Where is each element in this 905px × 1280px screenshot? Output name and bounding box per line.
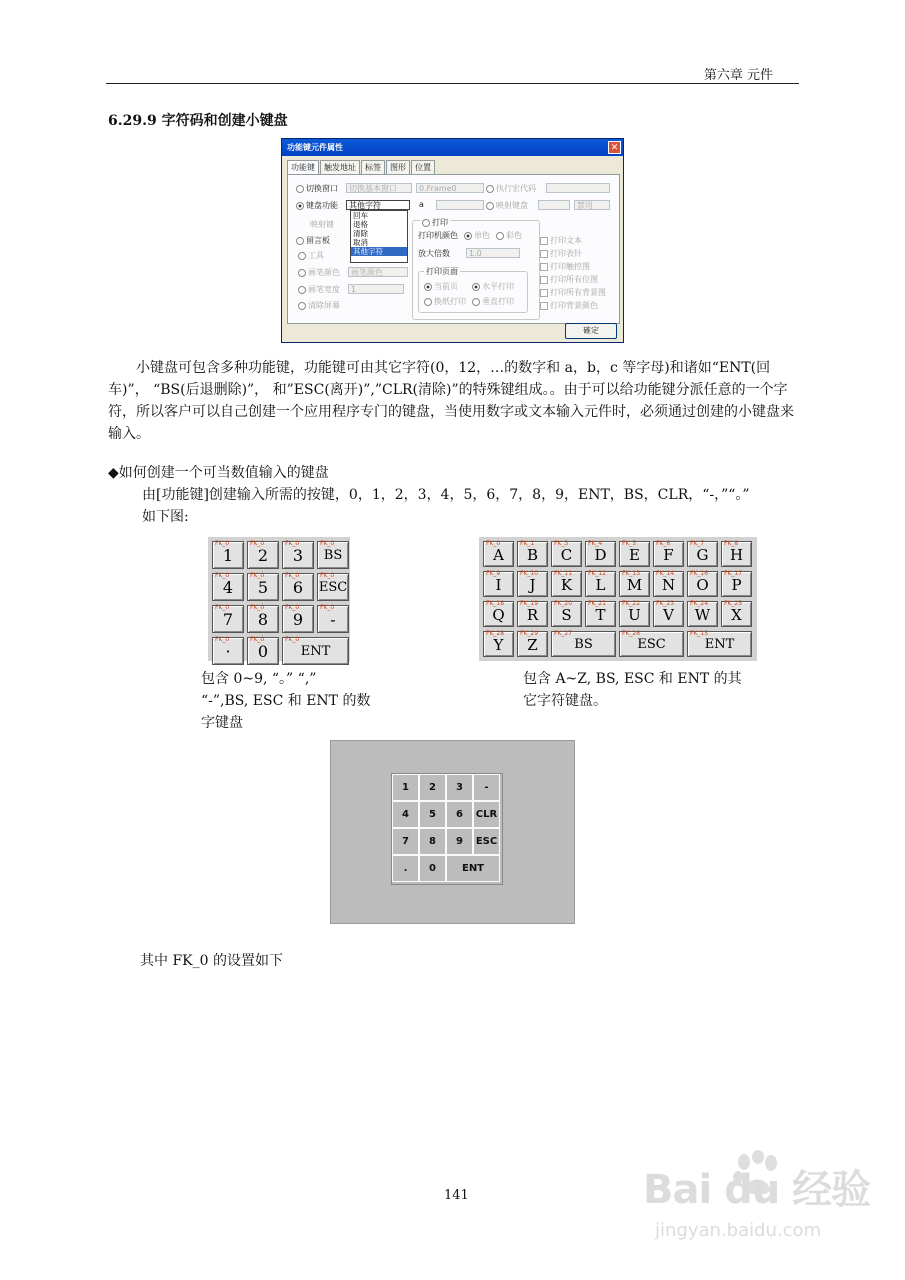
radio-current-page[interactable]: 当前页: [424, 281, 458, 292]
preview-key[interactable]: 8: [419, 828, 446, 855]
key-tag: FK_0: [320, 572, 335, 579]
tab-position[interactable]: 位置: [411, 160, 435, 174]
key-label: 4: [222, 578, 234, 597]
alphapad-key[interactable]: [551, 601, 582, 627]
key-label: BS: [323, 548, 343, 563]
alphapad-key[interactable]: [585, 601, 616, 627]
alphapad-key[interactable]: [517, 601, 548, 627]
map-keyboard-select[interactable]: [538, 200, 570, 210]
key-tag: FK_28: [486, 630, 505, 637]
key-label: C: [560, 546, 573, 564]
radio-icon: [422, 219, 430, 227]
numpad-key[interactable]: [212, 541, 244, 569]
key-label: 8: [257, 610, 269, 629]
radio-message-board[interactable]: 留言板: [296, 235, 330, 246]
numpad-key[interactable]: [212, 573, 244, 601]
key-label: S: [561, 606, 572, 624]
radio-clear-screen[interactable]: 清除屏幕: [298, 300, 340, 311]
key-tag: FK_13: [622, 570, 641, 577]
checkbox-icon: [540, 289, 548, 297]
key-label: ENT: [300, 644, 331, 659]
key-label: K: [560, 576, 573, 594]
numpad-key[interactable]: [317, 605, 349, 633]
alphapad-key[interactable]: [653, 601, 684, 627]
numpad-key[interactable]: [247, 541, 279, 569]
key-tag: FK_0: [285, 604, 300, 611]
key-label: ESC: [318, 580, 348, 595]
numpad-key[interactable]: [247, 637, 279, 665]
alphapad-key[interactable]: [687, 541, 718, 567]
key-function-listbox[interactable]: [350, 210, 408, 263]
preview-key[interactable]: CLR: [473, 801, 500, 828]
preview-key[interactable]: 0: [419, 855, 446, 882]
caption-line: 字键盘: [201, 715, 243, 731]
list-item[interactable]: 退格: [353, 220, 368, 229]
key-label: V: [663, 606, 674, 624]
alphapad-key[interactable]: [687, 631, 752, 657]
key-tag: FK_0: [250, 540, 265, 547]
caption-alpha: [523, 668, 763, 712]
bullet-body-2: 如下图:: [142, 509, 189, 525]
checkbox-icon: [540, 250, 548, 258]
check-print-bg-color[interactable]: 打印背景颜色: [540, 300, 598, 311]
radio-icon: [486, 202, 494, 210]
tab-function-key[interactable]: 功能键: [287, 160, 319, 174]
key-label: BS: [574, 637, 593, 652]
alphapad-key[interactable]: [653, 571, 684, 597]
ok-button[interactable]: 確定: [565, 323, 617, 339]
key-tag: FK_26: [622, 630, 641, 637]
key-label: T: [595, 606, 606, 624]
tab-label[interactable]: 标签: [361, 160, 385, 174]
key-label: 9: [292, 610, 304, 629]
key-tag: FK_0: [215, 540, 230, 547]
radio-vertical-print[interactable]: 垂直打印: [472, 296, 514, 307]
preview-key[interactable]: 6: [446, 801, 473, 828]
pen-color-select[interactable]: 画笔颜色: [348, 267, 408, 277]
radio-icon: [424, 298, 432, 306]
dialog-title: 功能键元件属性: [287, 143, 343, 152]
caption-line: 它字符键盘。: [523, 693, 607, 709]
preview-key[interactable]: 7: [392, 828, 419, 855]
macro-select[interactable]: [546, 183, 610, 193]
radio-icon: [472, 298, 480, 306]
radio-icon: [472, 283, 480, 291]
key-tag: FK_14: [656, 570, 675, 577]
watermark-brand: Bai du 经验: [643, 1167, 871, 1213]
key-tag: FK_0: [285, 540, 300, 547]
preview-key[interactable]: -: [473, 774, 500, 801]
keyboard-function-select[interactable]: 其他字符: [346, 200, 410, 210]
key-tag: FK_0: [320, 604, 335, 611]
checkbox-icon: [540, 263, 548, 271]
key-label: L: [595, 576, 606, 594]
checkbox-icon: [540, 276, 548, 284]
key-label: O: [696, 576, 709, 594]
key-label: 0: [257, 642, 269, 661]
map-key-label: 映射键: [310, 220, 334, 229]
radio-icon: [298, 269, 306, 277]
numpad-key[interactable]: [282, 573, 314, 601]
key-tag: FK_0: [215, 604, 230, 611]
key-tag: FK_0: [215, 572, 230, 579]
char-value: a: [419, 200, 424, 209]
preview-key[interactable]: 2: [419, 774, 446, 801]
key-label: I: [495, 576, 502, 594]
key-label: J: [529, 576, 536, 594]
preview-key[interactable]: 3: [446, 774, 473, 801]
watermark-url: jingyan.baidu.com: [655, 1220, 822, 1241]
bullet-title: ◆如何创建一个可当数值输入的键盘: [108, 465, 329, 481]
zoom-select[interactable]: 1.0: [466, 248, 520, 258]
numeric-keypad: [208, 537, 350, 661]
radio-icon: [464, 232, 472, 240]
print-page-label: 打印页面: [426, 267, 458, 276]
alphapad-key[interactable]: [517, 541, 548, 567]
check-print-text[interactable]: 打印文本: [540, 235, 582, 246]
alphapad-key[interactable]: [653, 541, 684, 567]
alphapad-key[interactable]: [483, 601, 514, 627]
preview-grid: [391, 773, 503, 885]
radio-tool[interactable]: 工具: [298, 250, 324, 261]
list-item[interactable]: 清除: [353, 229, 368, 238]
key-label: D: [594, 546, 607, 564]
key-label: 1: [222, 546, 234, 565]
key-tag: FK_0: [285, 572, 300, 579]
header-rule: [106, 83, 799, 84]
preview-key[interactable]: ENT: [446, 855, 500, 882]
key-label: H: [729, 546, 744, 564]
bullet-body-1: 由[功能键]创建输入所需的按键，0，1，2，3，4，5，6，7，8，9，ENT，BS，CLR，“-，”“。”: [142, 487, 750, 503]
radio-icon: [424, 283, 432, 291]
alphapad-key[interactable]: [517, 571, 548, 597]
alphapad-key[interactable]: [585, 571, 616, 597]
check-print-touch[interactable]: 打印触控图: [540, 261, 590, 272]
key-tag: FK_0: [320, 540, 335, 547]
alphapad-key[interactable]: [721, 541, 752, 567]
section-title: 6.29.9 字符码和创建小键盘: [108, 113, 288, 129]
preview-key[interactable]: 1: [392, 774, 419, 801]
alphapad-key[interactable]: [619, 601, 650, 627]
alpha-keypad: [479, 537, 757, 661]
key-tag: FK_20: [554, 600, 573, 607]
tab-trigger-address[interactable]: 触发地址: [320, 160, 360, 174]
radio-horizontal-print[interactable]: 水平打印: [472, 281, 514, 292]
key-tag: FK_3: [554, 540, 569, 547]
radio-icon: [298, 286, 306, 294]
key-tag: FK_8: [724, 540, 739, 547]
alphapad-key[interactable]: [687, 601, 718, 627]
key-tag: FK_27: [554, 630, 573, 637]
alphapad-key[interactable]: [483, 541, 514, 567]
preview-key[interactable]: 9: [446, 828, 473, 855]
alphapad-key[interactable]: [687, 571, 718, 597]
radio-mono[interactable]: 单色: [464, 230, 490, 241]
key-tag: FK_22: [622, 600, 641, 607]
key-label: U: [628, 606, 641, 624]
radio-pen-color[interactable]: 画笔颜色: [298, 267, 340, 278]
radio-color[interactable]: 彩色: [496, 230, 522, 241]
key-label: Z: [527, 636, 538, 654]
frame-select[interactable]: 0.Frame0: [416, 183, 484, 193]
caption-line: 包含 0~9, “。” “,”: [201, 671, 317, 687]
alphapad-key[interactable]: [483, 631, 514, 657]
check-print-backgrounds[interactable]: 打印所有背景图: [540, 287, 606, 298]
preview-key[interactable]: 4: [392, 801, 419, 828]
radio-icon: [296, 237, 304, 245]
caption-line: “-”,BS, ESC 和 ENT 的数: [201, 693, 371, 709]
key-label: X: [731, 606, 742, 624]
key-label: Q: [492, 606, 505, 624]
alphapad-key[interactable]: [517, 631, 548, 657]
key-tag: FK_29: [520, 630, 539, 637]
numpad-key[interactable]: [247, 605, 279, 633]
alphapad-key[interactable]: [483, 571, 514, 597]
key-label: F: [663, 546, 674, 564]
key-label: Y: [493, 636, 504, 654]
key-label: G: [696, 546, 709, 564]
numpad-key[interactable]: [317, 573, 349, 601]
alphapad-key[interactable]: [619, 541, 650, 567]
preview-key[interactable]: 5: [419, 801, 446, 828]
page-number: 141: [444, 1188, 469, 1203]
chapter-header: 第六章 元件: [703, 68, 773, 83]
key-label: ·: [225, 642, 231, 661]
key-label: R: [526, 606, 539, 624]
key-tag: FK_18: [486, 600, 505, 607]
key-label: -: [330, 610, 336, 629]
key-label: E: [629, 546, 640, 564]
radio-switch-window[interactable]: 切换窗口: [296, 183, 338, 194]
radio-print[interactable]: 打印: [420, 217, 450, 228]
key-tag: FK_11: [554, 570, 573, 577]
dialog-titlebar: [282, 139, 623, 156]
key-tag: FK_12: [588, 570, 607, 577]
key-label: 2: [257, 546, 269, 565]
key-tag: FK_0: [285, 636, 300, 643]
alphapad-key[interactable]: [551, 631, 616, 657]
key-tag: FK_0: [215, 636, 230, 643]
numpad-key[interactable]: [212, 637, 244, 665]
list-item[interactable]: 取消: [353, 238, 368, 247]
key-tag: FK_24: [690, 600, 709, 607]
preview-key[interactable]: .: [392, 855, 419, 882]
preview-key[interactable]: ESC: [473, 828, 500, 855]
key-tag: FK_4: [588, 540, 603, 547]
radio-map-keyboard[interactable]: 映射键盘: [486, 200, 528, 211]
key-label: W: [694, 606, 711, 624]
numpad-key[interactable]: [212, 605, 244, 633]
footer-text: 其中 FK_0 的设置如下: [140, 953, 283, 969]
alphapad-key[interactable]: [551, 571, 582, 597]
key-label: B: [526, 546, 539, 564]
alphapad-key[interactable]: [721, 571, 752, 597]
key-tag: FK_17: [724, 570, 743, 577]
keypad-preview: [330, 740, 575, 924]
key-tag: FK_25: [724, 600, 743, 607]
radio-macro[interactable]: 执行宏代码: [486, 183, 536, 194]
list-item[interactable]: 回车: [353, 211, 368, 220]
key-tag: FK_1: [520, 540, 535, 547]
radio-icon: [486, 185, 494, 193]
numpad-key[interactable]: [247, 573, 279, 601]
switch-window-select[interactable]: 切换基本窗口: [346, 183, 412, 193]
radio-icon: [296, 185, 304, 193]
key-tag: FK_0: [250, 604, 265, 611]
key-tag: FK_0: [486, 540, 501, 547]
radio-keyboard-function[interactable]: 键盘功能: [296, 200, 338, 211]
intro-paragraph: [108, 357, 800, 445]
key-tag: FK_7: [690, 540, 705, 547]
checkbox-icon: [540, 237, 548, 245]
key-label: 5: [257, 578, 269, 597]
radio-icon: [296, 202, 304, 210]
caption-line: 包含 A~Z, BS, ESC 和 ENT 的其: [523, 671, 742, 687]
numpad-key[interactable]: [317, 541, 349, 569]
key-label: N: [661, 576, 676, 594]
key-label: 6: [292, 578, 304, 597]
disable-select[interactable]: 禁用: [574, 200, 610, 210]
key-tag: FK_0: [250, 572, 265, 579]
key-tag: FK_15: [690, 630, 709, 637]
key-tag: FK_19: [520, 600, 539, 607]
radio-icon: [496, 232, 504, 240]
key-tag: FK_10: [520, 570, 539, 577]
key-label: 3: [292, 546, 304, 565]
checkbox-icon: [540, 302, 548, 310]
tab-graphic[interactable]: 图形: [386, 160, 410, 174]
numpad-key[interactable]: [282, 605, 314, 633]
numpad-key[interactable]: [282, 541, 314, 569]
zoom-label: 放大倍数: [418, 249, 450, 258]
key-tag: FK_5: [622, 540, 637, 547]
check-print-needle[interactable]: 打印表针: [540, 248, 582, 259]
radio-icon: [298, 252, 306, 260]
key-tag: FK_16: [690, 570, 709, 577]
key-tag: FK_21: [588, 600, 607, 607]
key-label: 7: [222, 610, 234, 629]
alphapad-key[interactable]: [619, 571, 650, 597]
char-select[interactable]: [436, 200, 484, 210]
alphapad-key[interactable]: [619, 631, 684, 657]
radio-pen-width[interactable]: 画笔宽度: [298, 284, 340, 295]
key-label: A: [493, 546, 504, 564]
key-tag: FK_0: [250, 636, 265, 643]
alphapad-key[interactable]: [721, 601, 752, 627]
check-print-bitmaps[interactable]: 打印所有位图: [540, 274, 598, 285]
numpad-key[interactable]: [282, 637, 349, 665]
radio-change-paper[interactable]: 换纸打印: [424, 296, 466, 307]
printer-color-label: 打印机颜色: [418, 231, 458, 240]
intro-text: 小键盘可包含多种功能键，功能键可由其它字符(0，12，…的数字和 a，b，c 等字母)和诸如“ENT(回车)”， “BS(后退删除)”， 和”ESC(离开)”,”CLR(清除)”的特殊键组成。。由于可以给功能键分派任意的一个字符，所以客户可以自己创建一个应用程序专门的键盘，当使用数字或文本输入元件时，必须通过创建的小键盘来输入。: [108, 360, 794, 442]
alphapad-key[interactable]: [551, 541, 582, 567]
function-key-dialog: [281, 138, 624, 343]
key-tag: FK_6: [656, 540, 671, 547]
dialog-panel: [287, 174, 620, 324]
key-tag: FK_23: [656, 600, 675, 607]
pen-width-input[interactable]: 1: [348, 284, 404, 294]
caption-numeric: [201, 668, 391, 734]
key-tag: FK_9: [486, 570, 501, 577]
radio-icon: [298, 302, 306, 310]
alphapad-key[interactable]: [585, 541, 616, 567]
key-label: ESC: [637, 637, 666, 652]
close-icon[interactable]: ✕: [608, 141, 621, 154]
list-item-selected[interactable]: 其他字符: [351, 247, 407, 256]
key-label: ENT: [704, 637, 735, 652]
dialog-tabs: [287, 160, 436, 174]
key-label: M: [626, 576, 643, 594]
key-label: P: [731, 576, 742, 594]
